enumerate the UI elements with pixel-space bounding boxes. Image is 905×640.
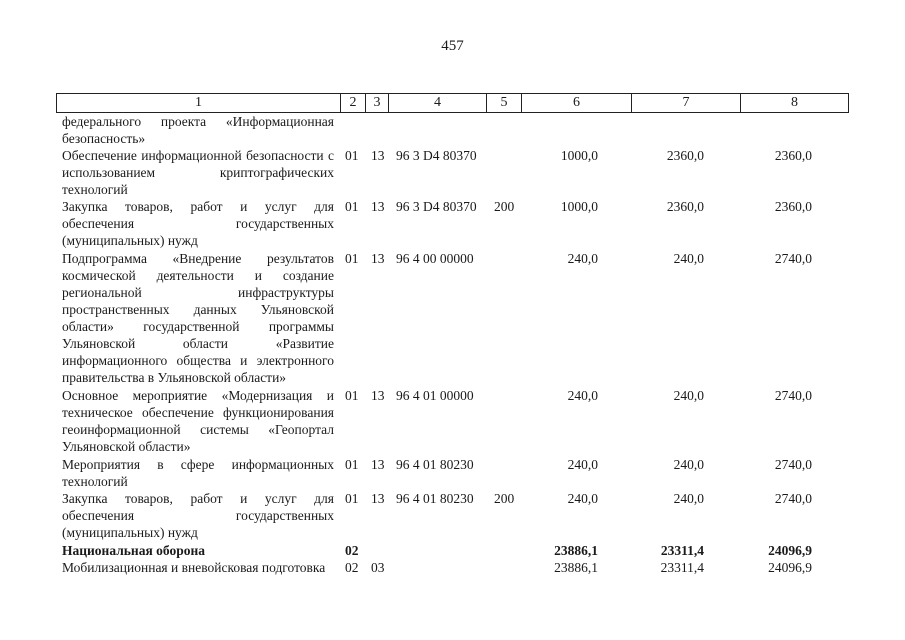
header-col-1: 1 <box>57 94 341 113</box>
row-value-1: 240,0 <box>567 457 598 472</box>
row-target-code: 96 4 01 80230 <box>396 457 474 472</box>
row-section: 01 <box>345 388 359 403</box>
table-row <box>0 542 905 559</box>
row-name: Мобилизационная и вневойсковая подготовка <box>62 560 326 575</box>
row-subsection: 13 <box>371 251 385 266</box>
row-value-1: 240,0 <box>567 251 598 266</box>
table-row <box>0 250 905 387</box>
row-name: Подпрограмма «Внедрение результатов космической деятельности и создание региональной инфраструктуры пространственных данных Ульяновской области» государственной программы Ульяновской области «Развитие информационного общества и электронного правительства в Ульяновской области» <box>62 251 334 385</box>
row-subsection: 13 <box>371 388 385 403</box>
row-section: 01 <box>345 457 359 472</box>
row-name: Национальная оборона <box>62 543 205 558</box>
row-value-3: 2740,0 <box>774 388 812 403</box>
column-header-table <box>56 93 849 113</box>
header-col-7: 7 <box>632 94 741 113</box>
table-row <box>0 490 905 542</box>
header-col-4: 4 <box>389 94 487 113</box>
row-value-1: 1000,0 <box>560 148 598 163</box>
row-subsection: 13 <box>371 457 385 472</box>
header-col-2: 2 <box>341 94 366 113</box>
page-number: 457 <box>441 38 464 54</box>
row-section: 02 <box>345 543 359 558</box>
table-row <box>0 456 905 490</box>
row-target-code: 96 4 01 00000 <box>396 388 474 403</box>
table-row <box>0 147 905 198</box>
row-value-1: 240,0 <box>567 491 598 506</box>
header-col-5: 5 <box>487 94 522 113</box>
row-value-3: 2360,0 <box>774 148 812 163</box>
row-value-2: 240,0 <box>673 491 704 506</box>
header-col-3: 3 <box>366 94 389 113</box>
row-value-2: 2360,0 <box>666 199 704 214</box>
row-value-3: 24096,9 <box>768 543 812 558</box>
row-target-code: 96 4 00 00000 <box>396 251 474 266</box>
row-target-code: 96 3 D4 80370 <box>396 148 477 163</box>
row-name: Обеспечение информационной безопасности с использованием криптографических технологий <box>62 148 334 197</box>
row-name: Мероприятия в сфере информационных технологий <box>62 457 334 489</box>
row-section: 02 <box>345 560 359 575</box>
row-value-1: 23886,1 <box>554 560 598 575</box>
row-value-2: 240,0 <box>673 251 704 266</box>
table-row <box>0 387 905 456</box>
row-value-3: 2740,0 <box>774 251 812 266</box>
row-subsection: 13 <box>371 491 385 506</box>
row-value-2: 23311,4 <box>660 560 704 575</box>
row-section: 01 <box>345 251 359 266</box>
row-target-code: 96 3 D4 80370 <box>396 199 477 214</box>
row-value-3: 2740,0 <box>774 491 812 506</box>
row-name: Закупка товаров, работ и услуг для обеспечения государственных (муниципальных) нужд <box>62 199 334 248</box>
row-value-3: 2740,0 <box>774 457 812 472</box>
row-expense-type: 200 <box>494 491 515 506</box>
row-target-code: 96 4 01 80230 <box>396 491 474 506</box>
row-value-3: 24096,9 <box>768 560 812 575</box>
row-value-1: 1000,0 <box>560 199 598 214</box>
table-row <box>0 559 905 593</box>
row-expense-type: 200 <box>494 199 515 214</box>
row-subsection: 03 <box>371 560 385 575</box>
row-subsection: 13 <box>371 148 385 163</box>
table-row <box>0 113 905 147</box>
header-col-8: 8 <box>741 94 849 113</box>
row-name: Закупка товаров, работ и услуг для обеспечения государственных (муниципальных) нужд <box>62 491 334 540</box>
header-col-6: 6 <box>522 94 632 113</box>
row-name: федерального проекта «Информационная безопасность» <box>62 114 334 146</box>
row-value-3: 2360,0 <box>774 199 812 214</box>
row-value-1: 240,0 <box>567 388 598 403</box>
row-value-2: 240,0 <box>673 457 704 472</box>
row-value-2: 240,0 <box>673 388 704 403</box>
table-row <box>0 198 905 250</box>
row-value-2: 23311,4 <box>660 543 704 558</box>
row-value-2: 2360,0 <box>666 148 704 163</box>
row-section: 01 <box>345 199 359 214</box>
row-name: Основное мероприятие «Модернизация и техническое обеспечение функционирования геоинформационной системы «Геопортал Ульяновской области» <box>62 388 334 454</box>
budget-rows <box>0 113 905 593</box>
row-value-1: 23886,1 <box>554 543 598 558</box>
row-section: 01 <box>345 148 359 163</box>
row-subsection: 13 <box>371 199 385 214</box>
row-section: 01 <box>345 491 359 506</box>
